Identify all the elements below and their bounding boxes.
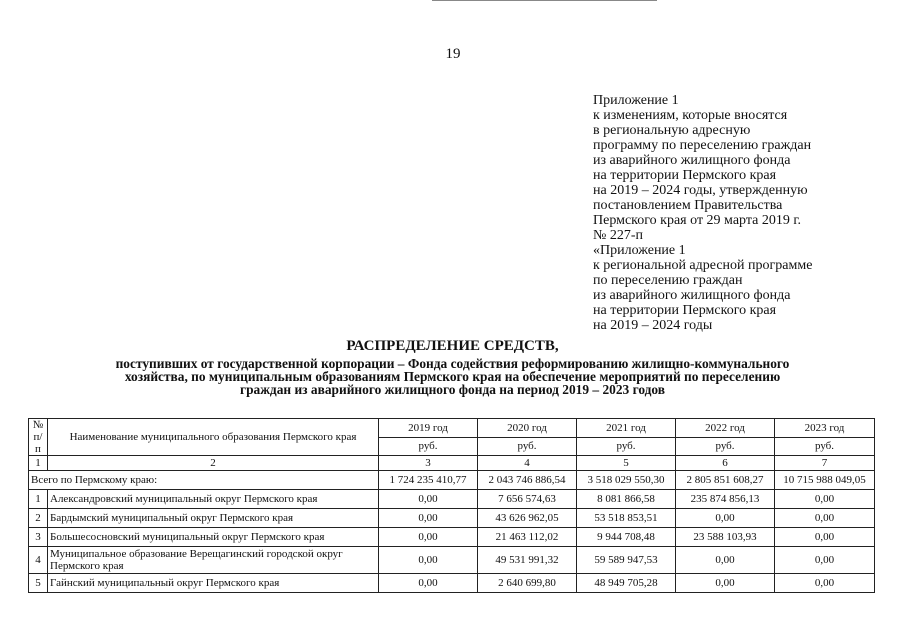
quote-block <box>593 243 812 333</box>
row-value: 0,00 <box>775 528 875 547</box>
quote-line: на 2019 – 2024 годы <box>593 318 713 333</box>
row-value: 235 874 856,13 <box>676 490 775 509</box>
row-value: 0,00 <box>379 574 478 593</box>
row-value: 0,00 <box>775 509 875 528</box>
row-name: Большесосновский муниципальный округ Пермского края <box>48 528 379 547</box>
row-value: 8 081 866,58 <box>577 490 676 509</box>
row-value: 53 518 853,51 <box>577 509 676 528</box>
row-value: 21 463 112,02 <box>478 528 577 547</box>
table-row <box>29 574 875 593</box>
total-row <box>29 471 875 490</box>
quote-line: из аварийного жилищного фонда <box>593 288 791 303</box>
appendix-line: на территории Пермского края <box>593 168 777 183</box>
header-unit: руб. <box>577 437 676 456</box>
appendix-block <box>593 93 811 243</box>
header-name: Наименование муниципального образования Пермского края <box>48 419 379 456</box>
subtitle-line: поступивших от государственной корпорации – Фонда содействия реформированию жилищно-коммунального <box>115 356 790 371</box>
header-year: 2021 год <box>577 419 676 438</box>
row-value: 48 949 705,28 <box>577 574 676 593</box>
appendix-line: Приложение 1 <box>593 93 679 108</box>
header-unit: руб. <box>676 437 775 456</box>
row-value: 0,00 <box>379 490 478 509</box>
row-num: 4 <box>29 547 48 574</box>
quote-line: «Приложение 1 <box>593 243 686 258</box>
total-value: 10 715 988 049,05 <box>775 471 875 490</box>
row-value: 49 531 991,32 <box>478 547 577 574</box>
row-value: 0,00 <box>379 547 478 574</box>
appendix-line: из аварийного жилищного фонда <box>593 153 791 168</box>
table-header-row <box>29 419 875 438</box>
column-number: 3 <box>379 456 478 471</box>
row-name: Муниципальное образование Верещагинский городской округ Пермского края <box>48 547 379 574</box>
quote-line: по переселению граждан <box>593 273 743 288</box>
row-value: 9 944 708,48 <box>577 528 676 547</box>
header-year: 2020 год <box>478 419 577 438</box>
row-name: Александровский муниципальный округ Пермского края <box>48 490 379 509</box>
row-value: 0,00 <box>775 547 875 574</box>
header-num: № п/п <box>29 419 48 456</box>
row-num: 1 <box>29 490 48 509</box>
row-value: 0,00 <box>775 490 875 509</box>
column-number-row <box>29 456 875 471</box>
document-subtitle <box>30 357 875 396</box>
header-year: 2019 год <box>379 419 478 438</box>
distribution-table <box>28 418 875 593</box>
row-value: 0,00 <box>676 574 775 593</box>
row-name: Бардымский муниципальный округ Пермского края <box>48 509 379 528</box>
appendix-line: в региональную адресную <box>593 123 751 138</box>
total-value: 3 518 029 550,30 <box>577 471 676 490</box>
total-label: Всего по Пермскому краю: <box>29 471 379 490</box>
table-row <box>29 528 875 547</box>
page-number: 19 <box>445 46 461 62</box>
table-row <box>29 547 875 574</box>
document-title: РАСПРЕДЕЛЕНИЕ СРЕДСТВ, <box>346 338 559 354</box>
appendix-line: к изменениям, которые вносятся <box>593 108 788 123</box>
row-num: 2 <box>29 509 48 528</box>
row-value: 2 640 699,80 <box>478 574 577 593</box>
header-year: 2023 год <box>775 419 875 438</box>
row-value: 0,00 <box>379 509 478 528</box>
column-number: 1 <box>29 456 48 471</box>
subtitle-line: граждан из аварийного жилищного фонда на период 2019 – 2023 годов <box>240 382 665 397</box>
total-value: 1 724 235 410,77 <box>379 471 478 490</box>
subtitle-line: хозяйства, по муниципальным образованиям Пермского края на обеспечение мероприятий по переселению <box>124 369 781 384</box>
table-row <box>29 509 875 528</box>
row-num: 3 <box>29 528 48 547</box>
row-value: 23 588 103,93 <box>676 528 775 547</box>
total-value: 2 043 746 886,54 <box>478 471 577 490</box>
column-number: 2 <box>48 456 379 471</box>
appendix-line: программу по переселению граждан <box>593 138 812 153</box>
quote-line: на территории Пермского края <box>593 303 777 318</box>
row-value: 43 626 962,05 <box>478 509 577 528</box>
appendix-line: № 227-п <box>593 228 644 243</box>
row-value: 59 589 947,53 <box>577 547 676 574</box>
row-name: Гайнский муниципальный округ Пермского края <box>48 574 379 593</box>
row-value: 0,00 <box>379 528 478 547</box>
row-value: 7 656 574,63 <box>478 490 577 509</box>
table-row <box>29 490 875 509</box>
row-num: 5 <box>29 574 48 593</box>
appendix-line: постановлением Правительства <box>593 198 783 213</box>
quote-line: к региональной адресной программе <box>593 258 813 273</box>
header-unit: руб. <box>478 437 577 456</box>
total-value: 2 805 851 608,27 <box>676 471 775 490</box>
appendix-line: на 2019 – 2024 годы, утвержденную <box>593 183 808 198</box>
header-year: 2022 год <box>676 419 775 438</box>
appendix-line: Пермского края от 29 марта 2019 г. <box>593 213 802 228</box>
header-unit: руб. <box>775 437 875 456</box>
row-value: 0,00 <box>676 509 775 528</box>
row-value: 0,00 <box>676 547 775 574</box>
column-number: 7 <box>775 456 875 471</box>
header-unit: руб. <box>379 437 478 456</box>
column-number: 4 <box>478 456 577 471</box>
top-edge-line <box>432 0 657 1</box>
column-number: 5 <box>577 456 676 471</box>
row-value: 0,00 <box>775 574 875 593</box>
column-number: 6 <box>676 456 775 471</box>
